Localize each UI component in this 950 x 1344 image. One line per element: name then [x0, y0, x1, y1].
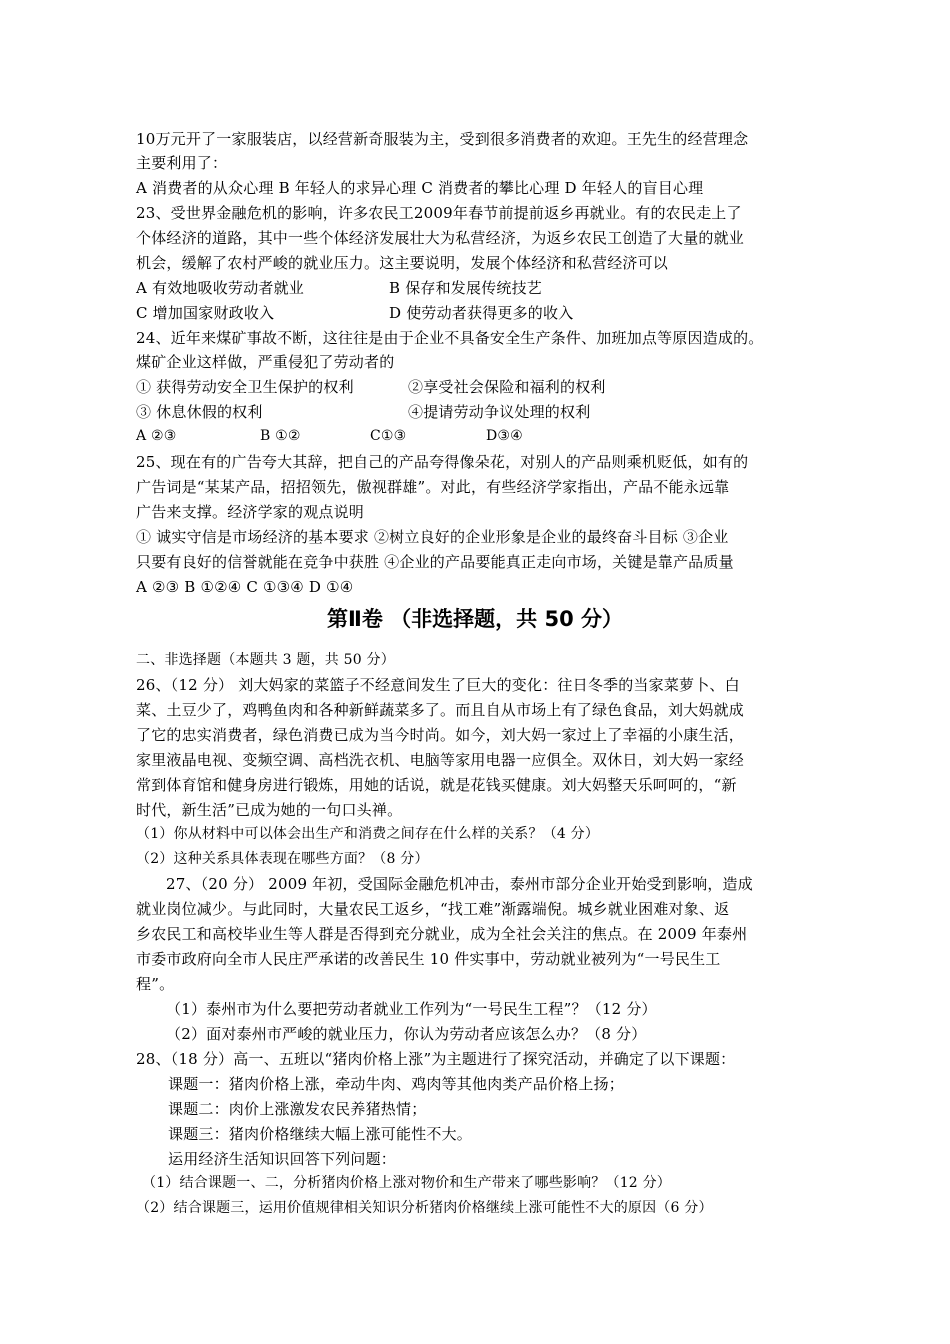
q27-sub-2: （2）面对泰州市严峻的就业压力，你认为劳动者应该怎么办？（8 分）: [166, 1025, 647, 1043]
q26-line-6: 时代，新生活”已成为她的一句口头禅。: [136, 801, 403, 819]
q27-line-2: 就业岗位减少。与此同时，大量农民工返乡，“找工难”渐露端倪。城乡就业困难对象、返: [136, 900, 730, 918]
q23-line-3: 机会，缓解了农村严峻的就业压力。这主要说明，发展个体经济和私营经济可以: [136, 254, 669, 272]
q28-sub-2: （2）结合课题三，运用价值规律相关知识分析猪肉价格继续上涨可能性不大的原因（6 分）: [136, 1200, 713, 1216]
q26-line-4: 家里液晶电视、变频空调、高档洗衣机、电脑等家用电器一应俱全。双休日，刘大妈一家经: [136, 751, 745, 769]
q27-line-1: 27、（20 分） 2009 年初，受国际金融危机冲击，泰州市部分企业开始受到影响，造成: [166, 875, 753, 893]
q28-topic-1: 课题一：猪肉价格上涨，牵动牛肉、鸡肉等其他肉类产品价格上扬；: [168, 1075, 625, 1093]
q23-line-1: 23、受世界金融危机的影响，许多农民工2009年春节前提前返乡再就业。有的农民走上了: [136, 204, 742, 222]
q26-sub-2: （2）这种关系具体表现在哪些方面？（8 分）: [136, 851, 429, 867]
q27-line-5: 程”。: [136, 975, 175, 993]
q25-line-1: 25、现在有的广告夸大其辞，把自己的产品夸得像朵花，对别人的产品则乘机贬低，如有的: [136, 453, 749, 471]
q27-line-4: 市委市政府向全市人民庄严承诺的改善民生 10 件实事中，劳动就业被列为“一号民生工: [136, 950, 721, 968]
q28-sub-1: （1）结合课题一、二，分析猪肉价格上涨对物价和生产带来了哪些影响？（12 分）: [142, 1175, 671, 1191]
q24-line-1: 24、近年来煤矿事故不断，这往往是由于企业不具备安全生产条件、加班加点等原因造成的。: [136, 329, 764, 347]
q24-item-3: ③ 休息休假的权利: [136, 403, 263, 421]
section-title: 第Ⅱ卷 （非选择题，共 50 分）: [327, 607, 623, 631]
q27-sub-1: （1）泰州市为什么要把劳动者就业工作列为“一号民生工程”？（12 分）: [166, 1000, 657, 1018]
q22-line-2: 主要利用了：: [136, 154, 228, 172]
q23-option-b: B 保存和发展传统技艺: [389, 279, 542, 297]
q24-option-c: C①③: [370, 428, 407, 444]
q25-line-2: 广告词是“某某产品，招招领先，傲视群雄”。对此，有些经济学家指出，产品不能永远靠: [136, 478, 730, 496]
q23-option-a: A 有效地吸收劳动者就业: [136, 279, 305, 297]
q23-option-d: D 使劳动者获得更多的收入: [389, 304, 574, 322]
q24-item-4: ④提请劳动争议处理的权利: [408, 403, 591, 421]
q28-topic-3: 课题三：猪肉价格继续大幅上涨可能性不大。: [168, 1125, 473, 1143]
q25-line-5: 只要有良好的信誉就能在竞争中获胜 ④企业的产品要能真正走向市场，关键是靠产品质量: [136, 553, 734, 571]
q24-option-b: B ①②: [260, 428, 301, 444]
q26-line-5: 常到体育馆和健身房进行锻炼，用她的话说，就是花钱买健康。刘大妈整天乐呵呵的，“新: [136, 776, 737, 794]
q28-instruction: 运用经济生活知识回答下列问题：: [168, 1150, 397, 1168]
q22-line-1: 10万元开了一家服装店，以经营新奇服装为主，受到很多消费者的欢迎。王先生的经营理念: [136, 130, 749, 148]
q25-line-3: 广告来支撑。经济学家的观点说明: [136, 503, 365, 521]
q24-item-1: ① 获得劳动安全卫生保护的权利: [136, 378, 354, 396]
q26-line-3: 了它的忠实消费者，绿色消费已成为当今时尚。如今，刘大妈一家过上了幸福的小康生活，: [136, 726, 745, 744]
q24-item-2: ②享受社会保险和福利的权利: [408, 378, 606, 396]
q24-line-2: 煤矿企业这样做，严重侵犯了劳动者的: [136, 353, 395, 371]
q25-options: A ②③ B ①②④ C ①③④ D ①④: [136, 578, 354, 596]
section-intro: 二、非选择题（本题共 3 题，共 50 分）: [136, 652, 395, 668]
q28-topic-2: 课题二：肉价上涨激发农民养猪热情；: [168, 1100, 427, 1118]
q25-line-4: ① 诚实守信是市场经济的基本要求 ②树立良好的企业形象是企业的最终奋斗目标 ③企业: [136, 528, 729, 546]
q24-option-d: D③④: [486, 428, 523, 444]
q26-line-1: 26、（12 分） 刘大妈家的菜篮子不经意间发生了巨大的变化：往日冬季的当家菜萝卜、白: [136, 676, 740, 694]
q22-options: A 消费者的从众心理 B 年轻人的求异心理 C 消费者的攀比心理 D 年轻人的盲目心理: [136, 179, 704, 197]
q23-option-c: C 增加国家财政收入: [136, 304, 275, 322]
q26-sub-1: （1）你从材料中可以体会出生产和消费之间存在什么样的关系？（4 分）: [136, 826, 600, 842]
q27-line-3: 乡农民工和高校毕业生等人群是否得到充分就业，成为全社会关注的焦点。在 2009 年泰州: [136, 925, 748, 943]
q28-line-1: 28、（18 分）高一、五班以“猪肉价格上涨”为主题进行了探究活动，并确定了以下课题：: [136, 1050, 736, 1068]
q26-line-2: 菜、土豆少了，鸡鸭鱼肉和各种新鲜蔬菜多了。而且自从市场上有了绿色食品，刘大妈就成: [136, 701, 745, 719]
q24-option-a: A ②③: [136, 428, 177, 444]
q23-line-2: 个体经济的道路，其中一些个体经济发展壮大为私营经济，为返乡农民工创造了大量的就业: [136, 229, 745, 247]
